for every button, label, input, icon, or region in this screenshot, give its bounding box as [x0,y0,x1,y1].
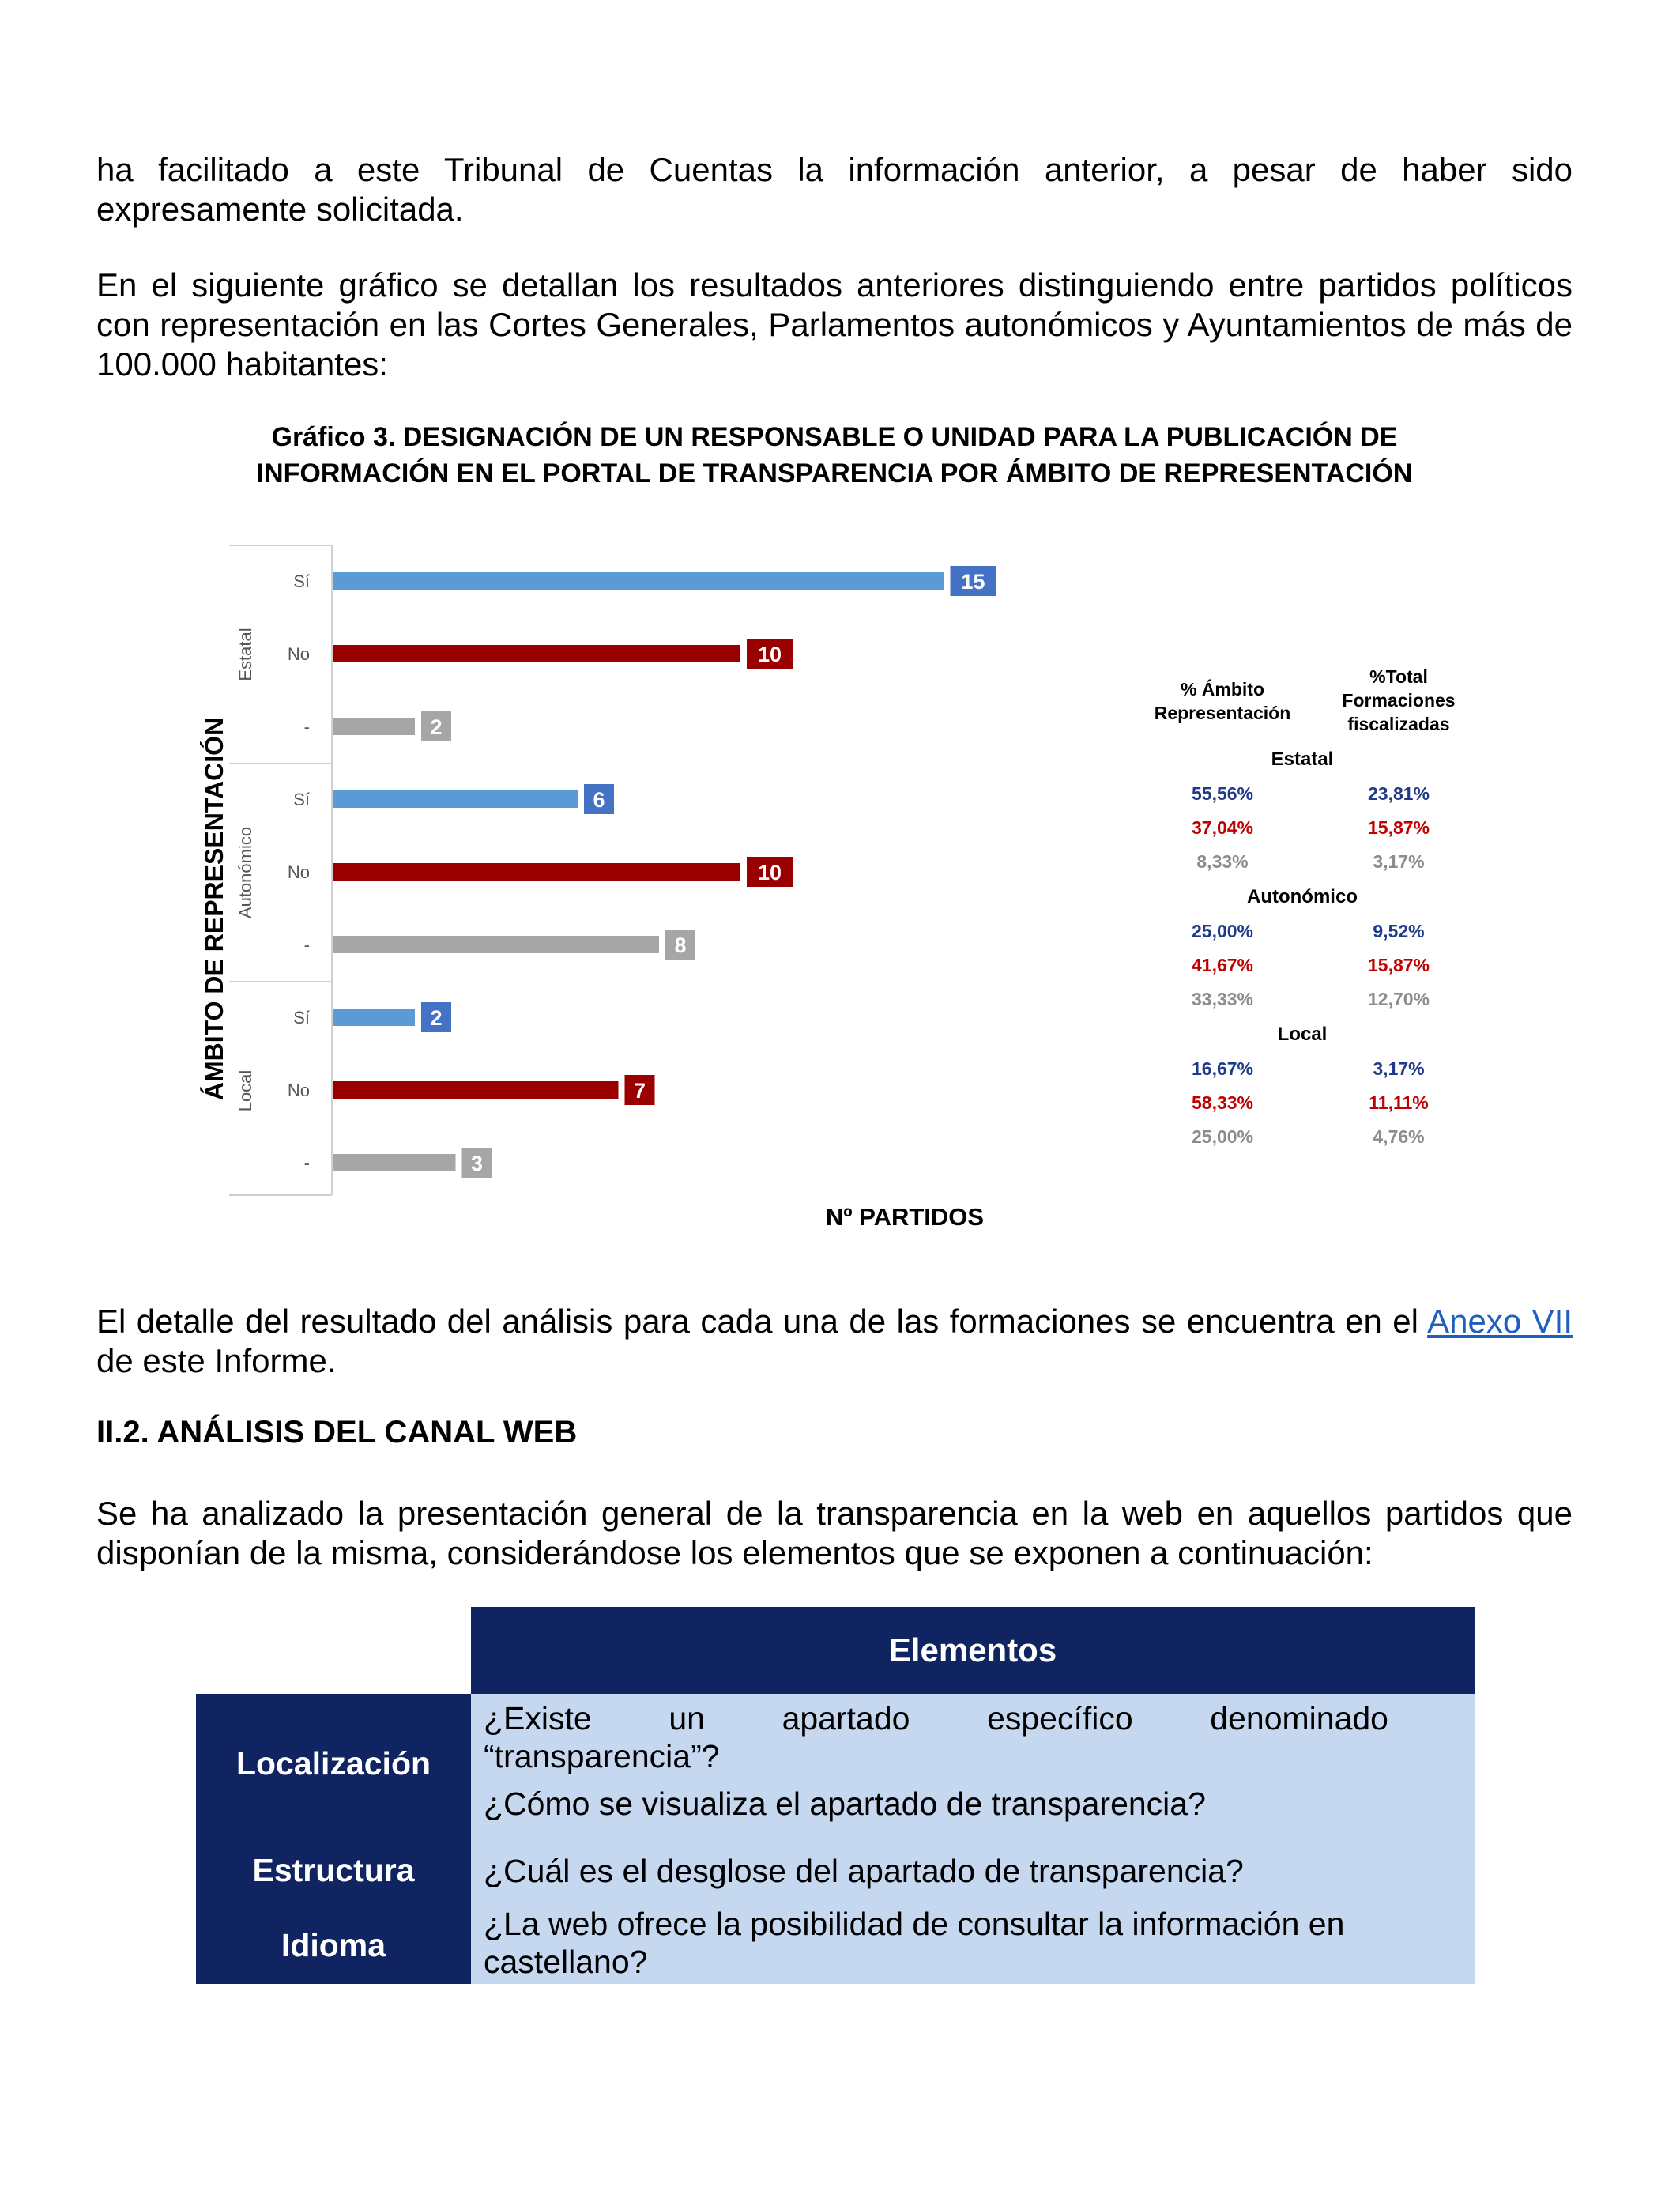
data-label: 10 [757,643,782,666]
side-table-value: 4,76% [1373,1126,1425,1147]
data-label: 2 [430,1006,443,1030]
data-label: 7 [633,1079,646,1103]
cell-localizacion-q1-line1: ¿Existe un apartado específico denominado [484,1700,1388,1737]
bar [333,718,415,735]
bar [333,790,578,808]
side-table-value: 3,17% [1373,851,1425,872]
group-label-local: Local [235,1069,255,1112]
category-tick-label: Sí [293,571,310,591]
data-label: 15 [961,570,985,594]
section-heading: II.2. ANÁLISIS DEL CANAL WEB [96,1415,578,1450]
side-table-header: fiscalizadas [1347,714,1450,734]
side-table-header: Representación [1154,703,1291,723]
bar [333,1154,456,1171]
bar-chart [200,530,1533,1241]
side-table-value: 58,33% [1191,1092,1254,1113]
group-label-estatal: Estatal [235,628,255,681]
side-table-value: 25,00% [1191,1126,1254,1147]
bar [333,645,740,662]
bar [333,572,944,590]
category-tick-label: No [287,1080,310,1100]
cell-localizacion-q2: ¿Cómo se visualiza el apartado de transparencia? [484,1786,1206,1822]
side-table-value: 15,87% [1367,955,1430,975]
side-table-value: 11,11% [1369,1092,1429,1113]
side-table-value: 23,81% [1367,783,1430,804]
bar [333,1081,619,1099]
category-tick-label: Sí [293,1008,310,1028]
category-tick-label: - [303,717,310,737]
row-label-estructura: Estructura [252,1852,415,1888]
x-axis-title: Nº PARTIDOS [825,1203,985,1231]
category-tick-label: No [287,862,310,882]
paragraph-annex [96,1302,1573,1381]
side-table-value: 9,52% [1373,921,1425,941]
data-label: 6 [593,788,605,812]
side-table-section: Autonómico [1247,886,1358,907]
group-label-autonómico: Autonómico [235,826,255,919]
side-table-header: % Ámbito [1180,679,1265,700]
annex-text-before: El detalle del resultado del análisis para cada una de las formaciones se encuentra en el [96,1303,1428,1340]
side-table-value: 8,33% [1196,851,1249,872]
chart-caption-line2: INFORMACIÓN EN EL PORTAL DE TRANSPARENCIA POR ÁMBITO DE REPRESENTACIÓN [256,458,1413,488]
side-table-value: 37,04% [1191,817,1254,838]
side-table-value: 15,87% [1367,817,1430,838]
paragraph-web-analysis: Se ha analizado la presentación general de la transparencia en la web en aquellos partidos que disponían de la misma, considerándose los elementos que se exponen a continuación: [96,1495,1573,1571]
side-table-value: 12,70% [1367,989,1430,1009]
side-table-value: 25,00% [1191,921,1254,941]
chart-caption-line1: Gráfico 3. DESIGNACIÓN DE UN RESPONSABLE O UNIDAD PARA LA PUBLICACIÓN DE [271,422,1398,452]
category-tick-label: - [303,935,310,955]
data-label: 10 [757,861,782,884]
category-tick-label: No [287,644,310,664]
category-tick-label: Sí [293,790,310,809]
cell-estructura-q1: ¿Cuál es el desglose del apartado de transparencia? [484,1853,1244,1889]
y-axis-title: ÁMBITO DE REPRESENTACIÓN [200,717,228,1101]
bar [333,863,740,881]
cell-localizacion-q1-line2: “transparencia”? [484,1738,720,1774]
side-table-value: 55,56% [1191,783,1254,804]
side-table-value: 16,67% [1191,1058,1254,1079]
annex-link[interactable]: Anexo VII [1427,1303,1573,1340]
data-label: 3 [470,1152,484,1175]
side-table-value: 33,33% [1191,989,1254,1009]
paragraph-chart-intro: En el siguiente gráfico se detallan los resultados anteriores distinguiendo entre partidos políticos con representación en las Cortes Generales, Parlamentos autonómicos y Ayuntamientos de más de 100.000 habitantes: [96,266,1573,383]
data-label: 8 [674,933,687,957]
side-table-value: 41,67% [1191,955,1254,975]
side-table-header: %Total [1369,666,1428,687]
data-label: 2 [430,715,443,739]
row-label-localizacion: Localización [235,1745,431,1782]
side-table-section: Local [1277,1024,1328,1045]
paragraph-intro: ha facilitado a este Tribunal de Cuentas la información anterior, a pesar de haber sido expresamente solicitada. [96,151,1573,228]
bar [333,1009,415,1026]
side-table-section: Estatal [1271,749,1334,770]
table-header: Elementos [471,1607,1475,1694]
bar [333,936,659,953]
side-table-header: Formaciones [1342,690,1456,711]
category-tick-label: - [303,1153,310,1173]
side-table-value: 3,17% [1373,1058,1425,1079]
cell-idioma-q1: ¿La web ofrece la posibilidad de consultar la información en castellano? [484,1906,1345,1980]
annex-text-after: de este Informe. [96,1342,337,1379]
row-label-idioma: Idioma [281,1927,386,1963]
